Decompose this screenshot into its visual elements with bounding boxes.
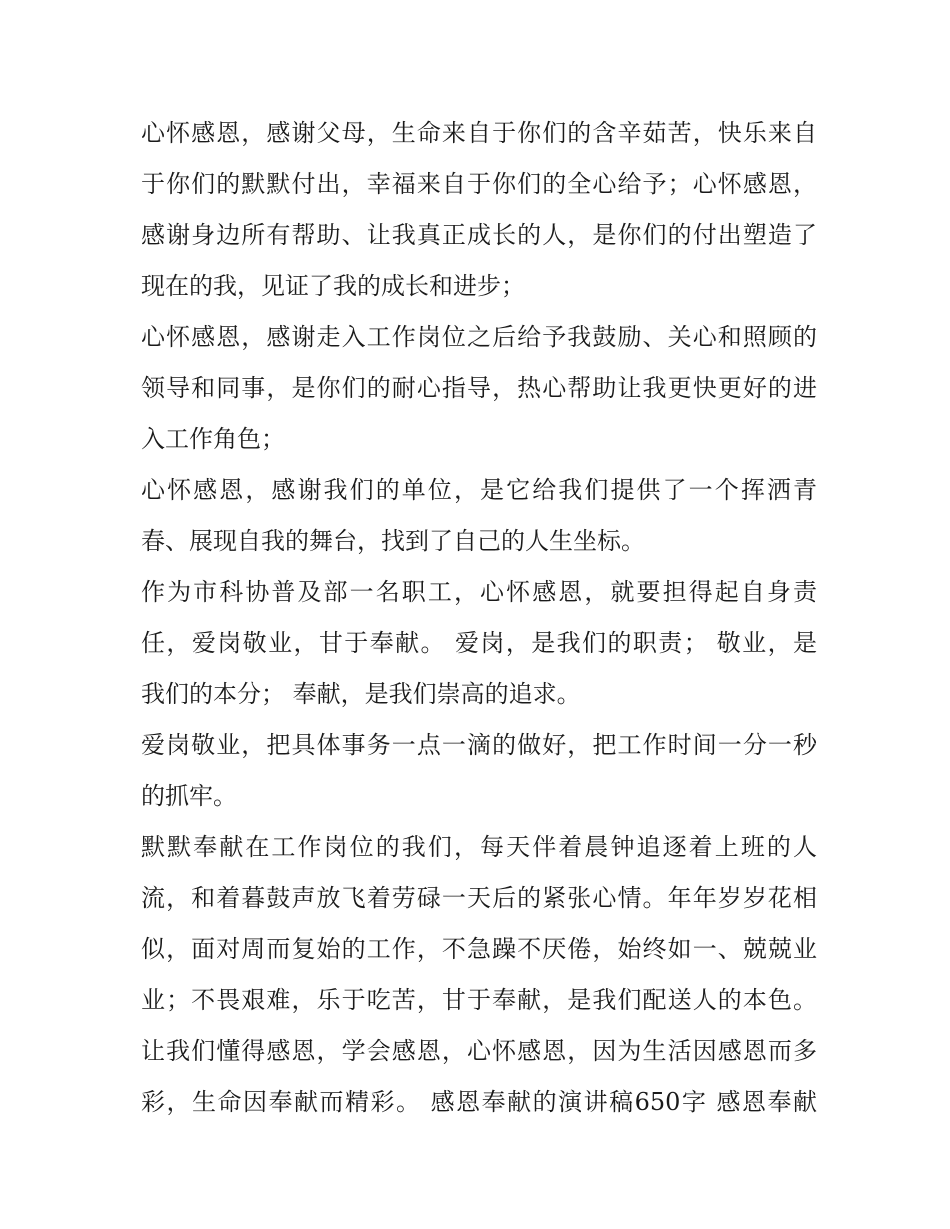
text-line: 入工作角色；: [141, 425, 285, 453]
text-line: 春、展现自我的舞台，找到了自己的人生坐标。: [141, 527, 645, 555]
text-line: 于你们的默默付出，幸福来自于你们的全心给予；心怀感恩，: [141, 170, 817, 198]
text-line: 我们的本分； 奉献，是我们崇高的追求。: [141, 680, 581, 708]
text-line: 心怀感恩，感谢走入工作岗位之后给予我鼓励、关心和照顾的: [141, 323, 817, 351]
text-line: 现在的我，见证了我的成长和进步；: [141, 272, 525, 300]
text-line: 感谢身边所有帮助、让我真正成长的人，是你们的付出塑造了: [141, 221, 817, 249]
text-line: 彩，生命因奉献而精彩。 感恩奉献的演讲稿650字 感恩奉献: [141, 1088, 817, 1116]
text-line: 流，和着暮鼓声放飞着劳碌一天后的紧张心情。年年岁岁花相: [141, 884, 817, 912]
text-line: 业；不畏艰难，乐于吃苦，甘于奉献，是我们配送人的本色。: [141, 986, 817, 1014]
text-line: 默默奉献在工作岗位的我们，每天伴着晨钟追逐着上班的人: [141, 833, 817, 861]
text-line: 爱岗敬业，把具体事务一点一滴的做好，把工作时间一分一秒: [141, 731, 817, 759]
text-line: 的抓牢。: [141, 782, 237, 810]
text-line: 心怀感恩，感谢父母，生命来自于你们的含辛茹苦，快乐来自: [141, 119, 817, 147]
text-line: 作为市科协普及部一名职工，心怀感恩，就要担得起自身责: [141, 578, 817, 606]
text-line: 心怀感恩，感谢我们的单位，是它给我们提供了一个挥洒青: [141, 476, 817, 504]
text-line: 让我们懂得感恩，学会感恩，心怀感恩，因为生活因感恩而多: [141, 1037, 817, 1065]
text-line: 领导和同事，是你们的耐心指导，热心帮助让我更快更好的进: [141, 374, 817, 402]
speech-text-block: [141, 108, 817, 1128]
text-line: 似，面对周而复始的工作，不急躁不厌倦，始终如一、兢兢业: [141, 935, 817, 963]
text-line: 任，爱岗敬业，甘于奉献。 爱岗，是我们的职责； 敬业，是: [141, 629, 817, 657]
